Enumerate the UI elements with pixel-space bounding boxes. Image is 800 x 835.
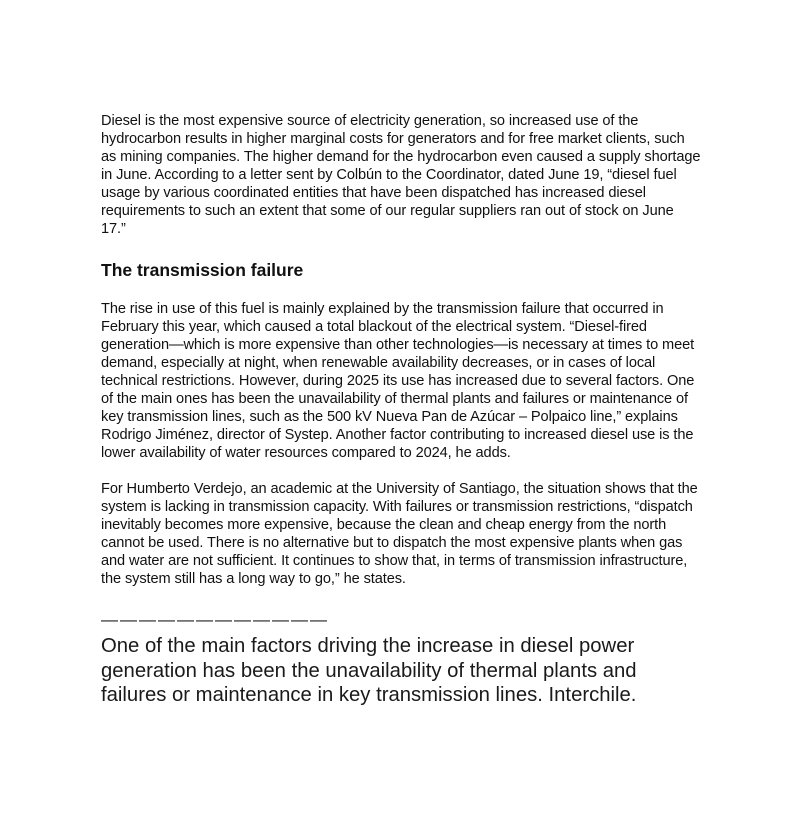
article-body [101, 112, 701, 708]
section-heading: The transmission failure [101, 260, 304, 280]
paragraph-transmission-failure: The rise in use of this fuel is mainly explained by the transmission failure that occurred in February this year, which caused a total blackout of the electrical system. “Diesel-fired generation—which is more expensive than other technologies—is necessary at times to meet demand, especially at night, when renewable availability decreases, or in cases of local technical restrictions. However, during 2025 its use has increased due to several factors. One of the main ones has been the unavailability of thermal plants and failures or maintenance of key transmission lines, such as the 500 kV Nueva Pan de Azúcar – Polpaico line,” explains Rodrigo Jiménez, director of Systep. Another factor contributing to increased diesel use is the lower availability of water resources compared to 2024, he adds. [101, 301, 695, 461]
pull-quote: One of the main factors driving the increase in diesel power generation has been the unavailability of thermal plants and failures or maintenance in key transmission lines. Interchile. [101, 635, 637, 706]
divider-line: ———————————— [101, 610, 329, 629]
paragraph-verdejo-quote: For Humberto Verdejo, an academic at the University of Santiago, the situation shows that the system is lacking in transmission capacity. With failures or transmission restrictions, “dispatch inevitably becomes more expensive, because the clean and cheap energy from the north cannot be used. There is no alternative but to dispatch the most expensive plants when gas and water are not sufficient. It continues to show that, in terms of transmission infrastructure, the system still has a long way to go,” he states. [101, 481, 698, 587]
paragraph-diesel-cost: Diesel is the most expensive source of electricity generation, so increased use of the hydrocarbon results in higher marginal costs for generators and for free market clients, such as mining companies. The higher demand for the hydrocarbon even caused a supply shortage in June. According to a letter sent by Colbún to the Coordinator, dated June 19, “diesel fuel usage by various coordinated entities that have been dispatched has increased diesel requirements to such an extent that some of our regular suppliers ran out of stock on June 17.” [101, 113, 701, 237]
